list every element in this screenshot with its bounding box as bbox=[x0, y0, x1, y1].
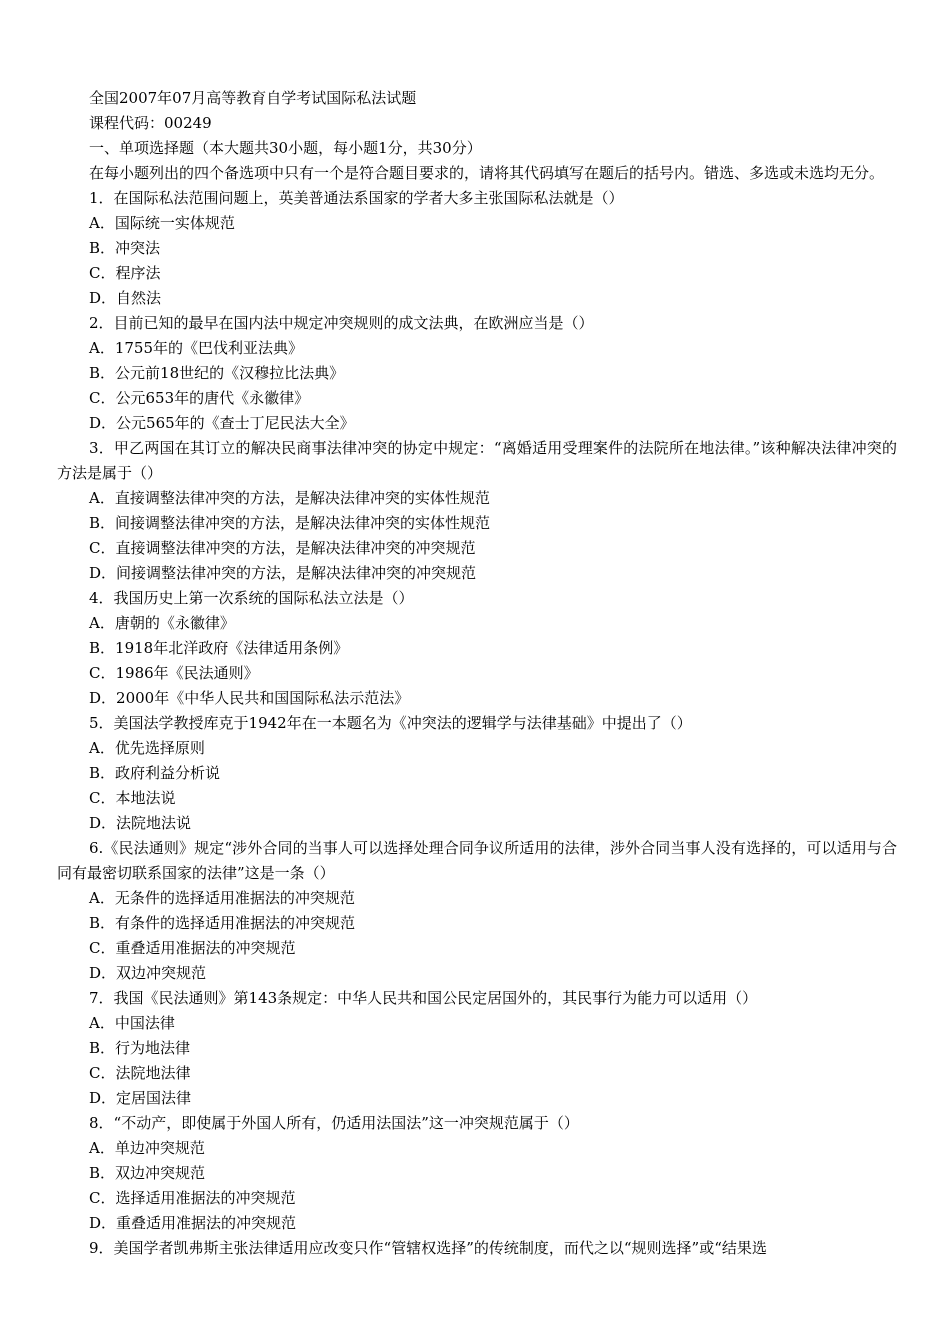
answer-option: B．双边冲突规范 bbox=[89, 1164, 206, 1182]
answer-option: A．单边冲突规范 bbox=[89, 1139, 205, 1157]
course-code: 课程代码：00249 bbox=[89, 114, 212, 132]
answer-option: B．冲突法 bbox=[89, 239, 161, 257]
answer-option: A．1755年的《巴伐利亚法典》 bbox=[89, 339, 304, 357]
answer-option: B．公元前18世纪的《汉穆拉比法典》 bbox=[89, 364, 345, 382]
answer-option: B．行为地法律 bbox=[89, 1039, 191, 1057]
answer-option: D．法院地法说 bbox=[89, 814, 192, 832]
instructions: 在每小题列出的四个备选项中只有一个是符合题目要求的，请将其代码填写在题后的括号内。错选、多选或未选均无分。 bbox=[89, 164, 885, 182]
answer-option: C．直接调整法律冲突的方法，是解决法律冲突的冲突规范 bbox=[89, 539, 476, 557]
answer-option: C．1986年《民法通则》 bbox=[89, 664, 259, 682]
answer-option: A．无条件的选择适用准据法的冲突规范 bbox=[89, 889, 355, 907]
answer-option: A．优先选择原则 bbox=[89, 739, 205, 757]
exam-title: 全国2007年07月高等教育自学考试国际私法试题 bbox=[89, 89, 417, 107]
answer-option: A．国际统一实体规范 bbox=[89, 214, 235, 232]
answer-option: A．唐朝的《永徽律》 bbox=[89, 614, 235, 632]
answer-option: D．双边冲突规范 bbox=[89, 964, 207, 982]
section-heading: 一、单项选择题（本大题共30小题，每小题1分，共30分） bbox=[89, 139, 482, 157]
question-stem: 8．“不动产，即使属于外国人所有，仍适用法国法”这一冲突规范属于（） bbox=[89, 1114, 579, 1132]
answer-option: A．直接调整法律冲突的方法，是解决法律冲突的实体性规范 bbox=[89, 489, 490, 507]
question-stem: 9．美国学者凯弗斯主张法律适用应改变只作“管辖权选择”的传统制度，而代之以“规则选择”或“结果选 bbox=[89, 1239, 767, 1257]
answer-option: B．政府利益分析说 bbox=[89, 764, 221, 782]
question-stem: 2．目前已知的最早在国内法中规定冲突规则的成文法典，在欧洲应当是（） bbox=[89, 314, 594, 332]
answer-option: B．有条件的选择适用准据法的冲突规范 bbox=[89, 914, 356, 932]
question-stem: 7．我国《民法通则》第143条规定：中华人民共和国公民定居国外的，其民事行为能力可以适用（） bbox=[89, 989, 758, 1007]
answer-option: D．定居国法律 bbox=[89, 1089, 192, 1107]
answer-option: D．公元565年的《查士丁尼民法大全》 bbox=[89, 414, 355, 432]
answer-option: D．2000年《中华人民共和国国际私法示范法》 bbox=[89, 689, 410, 707]
question-stem: 5．美国法学教授库克于1942年在一本题名为《冲突法的逻辑学与法律基础》中提出了（） bbox=[89, 714, 692, 732]
answer-option: D．自然法 bbox=[89, 289, 162, 307]
answer-option: D．重叠适用准据法的冲突规范 bbox=[89, 1214, 297, 1232]
question-stem: 1．在国际私法范围问题上，英美普通法系国家的学者大多主张国际私法就是（） bbox=[89, 189, 624, 207]
answer-option: C．法院地法律 bbox=[89, 1064, 191, 1082]
answer-option: C．公元653年的唐代《永徽律》 bbox=[89, 389, 310, 407]
question-stem: 4．我国历史上第一次系统的国际私法立法是（） bbox=[89, 589, 414, 607]
exam-document bbox=[57, 86, 897, 1261]
answer-option: C．选择适用准据法的冲突规范 bbox=[89, 1189, 296, 1207]
answer-option: C．本地法说 bbox=[89, 789, 176, 807]
answer-option: C．程序法 bbox=[89, 264, 161, 282]
answer-option: C．重叠适用准据法的冲突规范 bbox=[89, 939, 296, 957]
answer-option: B．间接调整法律冲突的方法，是解决法律冲突的实体性规范 bbox=[89, 514, 491, 532]
answer-option: D．间接调整法律冲突的方法，是解决法律冲突的冲突规范 bbox=[89, 564, 477, 582]
answer-option: B．1918年北洋政府《法律适用条例》 bbox=[89, 639, 349, 657]
question-stem: 6.《民法通则》规定“涉外合同的当事人可以选择处理合同争议所适用的法律，涉外合同当事人没有选择的，可以适用与合同有最密切联系国家的法律”这是一条（） bbox=[57, 839, 897, 882]
answer-option: A．中国法律 bbox=[89, 1014, 175, 1032]
question-stem: 3．甲乙两国在其订立的解决民商事法律冲突的协定中规定：“离婚适用受理案件的法院所在地法律。”该种解决法律冲突的方法是属于（） bbox=[57, 439, 897, 482]
